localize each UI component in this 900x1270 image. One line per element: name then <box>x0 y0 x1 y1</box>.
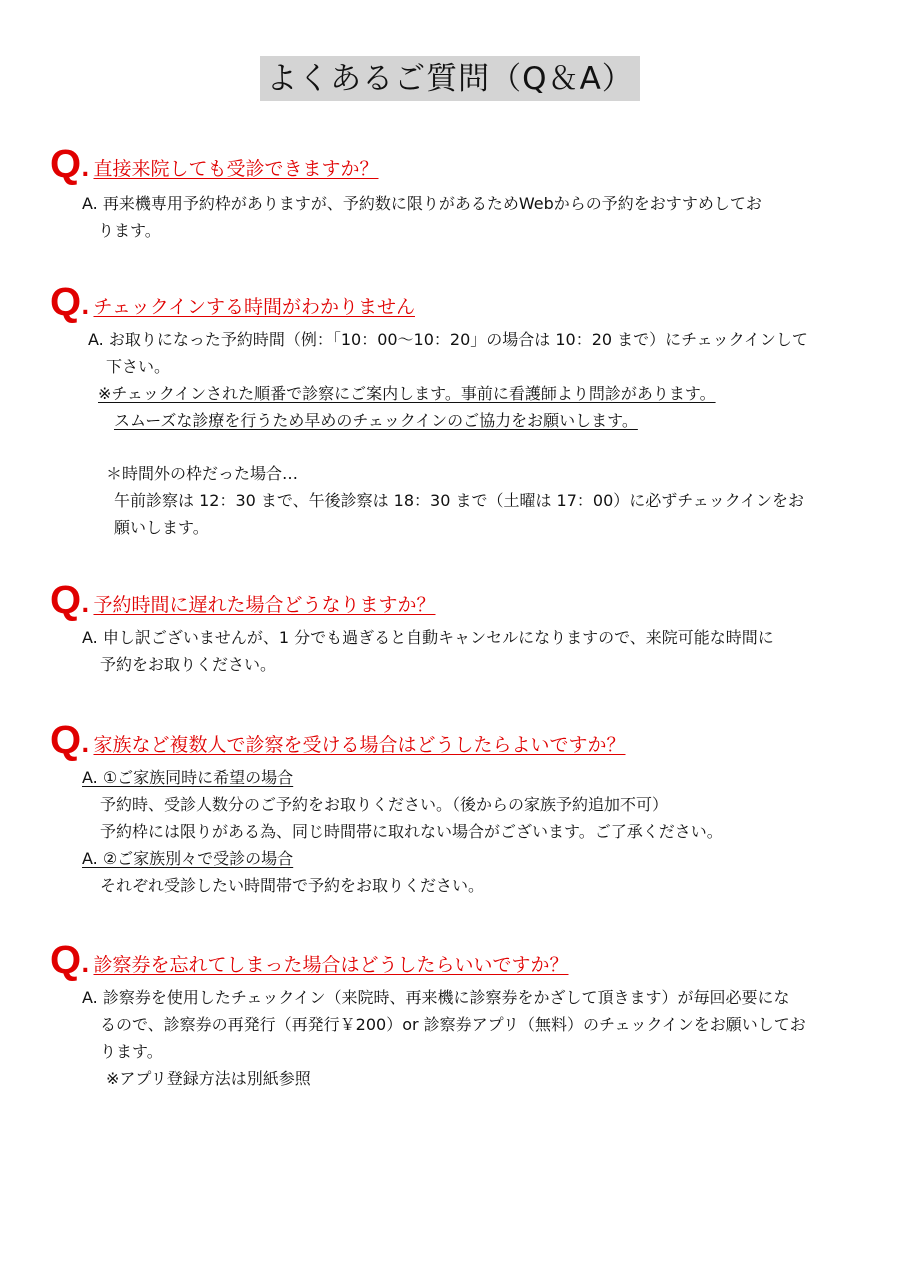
qa-item-2 <box>50 282 870 541</box>
subheading-text: A. ①ご家族同時に希望の場合 <box>82 768 294 787</box>
q-mark: Q <box>50 718 82 762</box>
answer-line: A. お取りになった予約時間（例：「10：00～10：20」の場合は 10：20 まで）にチェックインして <box>88 330 808 349</box>
question-text: チェックインする時間がわかりません <box>93 296 415 318</box>
question-text: 予約時間に遅れた場合どうなりますか？ <box>93 594 436 616</box>
note-line <box>50 380 870 407</box>
q-mark: Q <box>50 938 82 982</box>
question-row <box>50 144 870 184</box>
answer-line: 午前診察は 12：30 まで、午後診察は 18：30 まで（土曜は 17：00）に必ずチェックインをお <box>114 491 804 510</box>
answer-line: ります。 <box>100 1042 163 1061</box>
q-dot: . <box>81 157 90 182</box>
answer-line: ＊時間外の枠だった場合… <box>106 464 299 483</box>
answer-subheading <box>50 845 870 872</box>
answer <box>50 764 870 899</box>
answer-line: A. 申し訳ございませんが、1 分でも過ぎると自動キャンセルになりますので、来院可能な時間に <box>82 628 774 647</box>
question-row <box>50 940 870 980</box>
q-dot: . <box>81 953 90 978</box>
page-title-wrap <box>0 56 900 101</box>
qa-item-5 <box>50 940 870 1092</box>
question-row <box>50 720 870 760</box>
answer-line: 下さい。 <box>106 357 171 376</box>
question-text: 直接来院しても受診できますか？ <box>93 158 379 180</box>
answer-line: A. 診察券を使用したチェックイン（来院時、再来機に診察券をかざして頂きます）が毎回必要にな <box>82 988 790 1007</box>
answer-line: 願いします。 <box>114 518 209 537</box>
q-mark: Q <box>50 280 82 324</box>
answer-line: 予約をお取りください。 <box>100 655 277 674</box>
qa-item-4 <box>50 720 870 899</box>
page-title: よくあるご質問（Q＆A） <box>260 56 640 101</box>
qa-item-3 <box>50 580 870 678</box>
answer <box>50 624 870 678</box>
q-dot: . <box>81 295 90 320</box>
answer <box>50 984 870 1092</box>
q-mark: Q <box>50 578 82 622</box>
answer <box>50 326 870 541</box>
question-text: 診察券を忘れてしまった場合はどうしたらいいですか？ <box>93 954 569 976</box>
answer-subheading <box>50 764 870 791</box>
q-dot: . <box>81 593 90 618</box>
qa-item-1 <box>50 144 870 244</box>
subheading-text: A. ②ご家族別々で受診の場合 <box>82 849 294 868</box>
question-row <box>50 282 870 322</box>
question-text: 家族など複数人で診察を受ける場合はどうしたらよいですか？ <box>93 734 626 756</box>
q-dot: . <box>81 733 90 758</box>
answer <box>50 190 870 244</box>
note-text: ※チェックインされた順番で診察にご案内します。事前に看護師より問診があります。 <box>98 384 716 403</box>
answer-line: A. 再来機専用予約枠がありますが、予約数に限りがあるためWebからの予約をおすすめしてお <box>82 194 762 213</box>
answer-line: 予約時、受診人数分のご予約をお取りください。（後からの家族予約追加不可） <box>100 795 669 814</box>
note-line <box>50 407 870 434</box>
note-text: スムーズな診療を行うため早めのチェックインのご協力をお願いします。 <box>114 411 638 430</box>
answer-line: それぞれ受診したい時間帯で予約をお取りください。 <box>100 876 485 895</box>
q-mark: Q <box>50 142 82 186</box>
answer-line: るので、診察券の再発行（再発行￥200）or 診察券アプリ（無料）のチェックインをお願いしてお <box>100 1015 806 1034</box>
answer-line: ※アプリ登録方法は別紙参照 <box>106 1069 311 1088</box>
answer-line: 予約枠には限りがある為、同じ時間帯に取れない場合がございます。ご了承ください。 <box>100 822 723 841</box>
answer-line: ります。 <box>98 221 161 240</box>
question-row <box>50 580 870 620</box>
